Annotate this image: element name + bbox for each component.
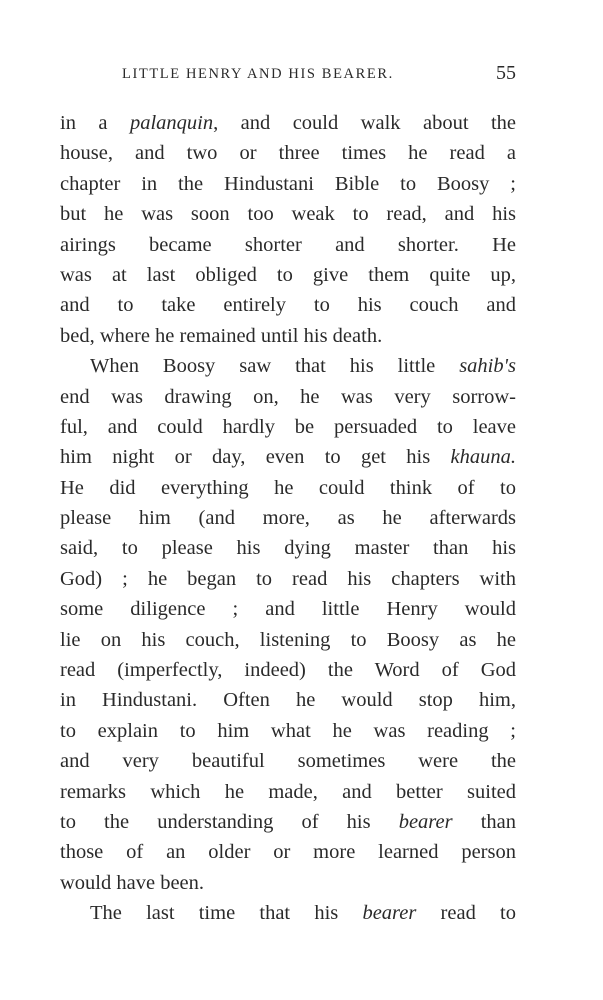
text-segment: ful, and could hardly be persuaded to leave xyxy=(60,415,516,438)
text-segment: and very beautiful sometimes were the xyxy=(60,750,516,773)
text-line xyxy=(60,230,516,260)
page-number: 55 xyxy=(496,62,516,84)
text-line xyxy=(60,108,516,138)
text-segment: house, and two or three times he read a xyxy=(60,142,516,165)
text-line xyxy=(60,199,516,229)
italic-text: palanquin xyxy=(129,112,214,134)
text-segment: chapter in the Hindustani Bible to Boosy ; xyxy=(60,172,516,195)
text-line xyxy=(60,290,516,320)
text-line xyxy=(60,807,516,837)
running-head: LITTLE HENRY AND HIS BEARER. xyxy=(122,66,394,82)
text-segment: than xyxy=(452,810,516,833)
text-segment: would have been. xyxy=(60,871,205,894)
text-line xyxy=(60,412,516,442)
italic-text: sahib's xyxy=(459,355,516,378)
text-line xyxy=(60,837,516,867)
text-segment: and to take entirely to his couch and xyxy=(60,294,516,317)
text-segment: in a xyxy=(60,112,130,134)
text-segment: bed, where he remained until his death. xyxy=(60,324,383,347)
text-line xyxy=(60,564,516,594)
text-line xyxy=(60,594,516,624)
italic-text: bearer xyxy=(398,810,453,833)
text-segment: , and could walk about the xyxy=(213,112,516,134)
text-line xyxy=(60,777,516,807)
italic-text: khauna. xyxy=(450,446,516,469)
text-segment: was at last obliged to give them quite up, xyxy=(60,263,516,286)
text-segment: please him (and more, as he afterwards xyxy=(60,507,516,530)
text-line xyxy=(60,746,516,776)
text-line xyxy=(60,625,516,655)
text-line xyxy=(60,655,516,685)
text-line xyxy=(60,442,516,472)
text-segment: in Hindustani. Often he would stop him, xyxy=(60,689,516,712)
text-line xyxy=(60,321,516,351)
text-segment: him night or day, even to get his xyxy=(60,446,451,469)
body-text xyxy=(60,108,516,929)
text-segment: those of an older or more learned person xyxy=(60,841,516,864)
text-line xyxy=(60,898,516,928)
text-segment: read (imperfectly, indeed) the Word of God xyxy=(60,659,516,682)
text-segment: to the understanding of his xyxy=(60,810,399,833)
text-line xyxy=(60,868,516,898)
text-segment: God) ; he began to read his chapters with xyxy=(60,567,516,590)
text-segment: end was drawing on, he was very sorrow- xyxy=(60,385,516,408)
text-segment: read to xyxy=(416,902,516,925)
text-segment: When Boosy saw that his little xyxy=(90,355,460,378)
text-segment: some diligence ; and little Henry would xyxy=(60,598,516,621)
text-line xyxy=(60,351,516,381)
text-segment: said, to please his dying master than his xyxy=(60,537,516,560)
text-segment: The last time that his xyxy=(90,902,363,925)
text-line xyxy=(60,382,516,412)
text-line xyxy=(60,260,516,290)
page-header xyxy=(60,62,516,86)
text-segment: He did everything he could think of to xyxy=(60,476,516,499)
text-line xyxy=(60,716,516,746)
text-line xyxy=(60,685,516,715)
text-line xyxy=(60,138,516,168)
italic-text: bearer xyxy=(362,902,417,925)
text-segment: remarks which he made, and better suited xyxy=(60,780,516,803)
text-line xyxy=(60,169,516,199)
text-segment: lie on his couch, listening to Boosy as he xyxy=(60,628,516,651)
text-line xyxy=(60,503,516,533)
text-segment: airings became shorter and shorter. He xyxy=(60,233,516,256)
text-line xyxy=(60,473,516,503)
text-line xyxy=(60,533,516,563)
text-segment: to explain to him what he was reading ; xyxy=(60,719,516,742)
text-segment: but he was soon too weak to read, and his xyxy=(60,203,516,226)
